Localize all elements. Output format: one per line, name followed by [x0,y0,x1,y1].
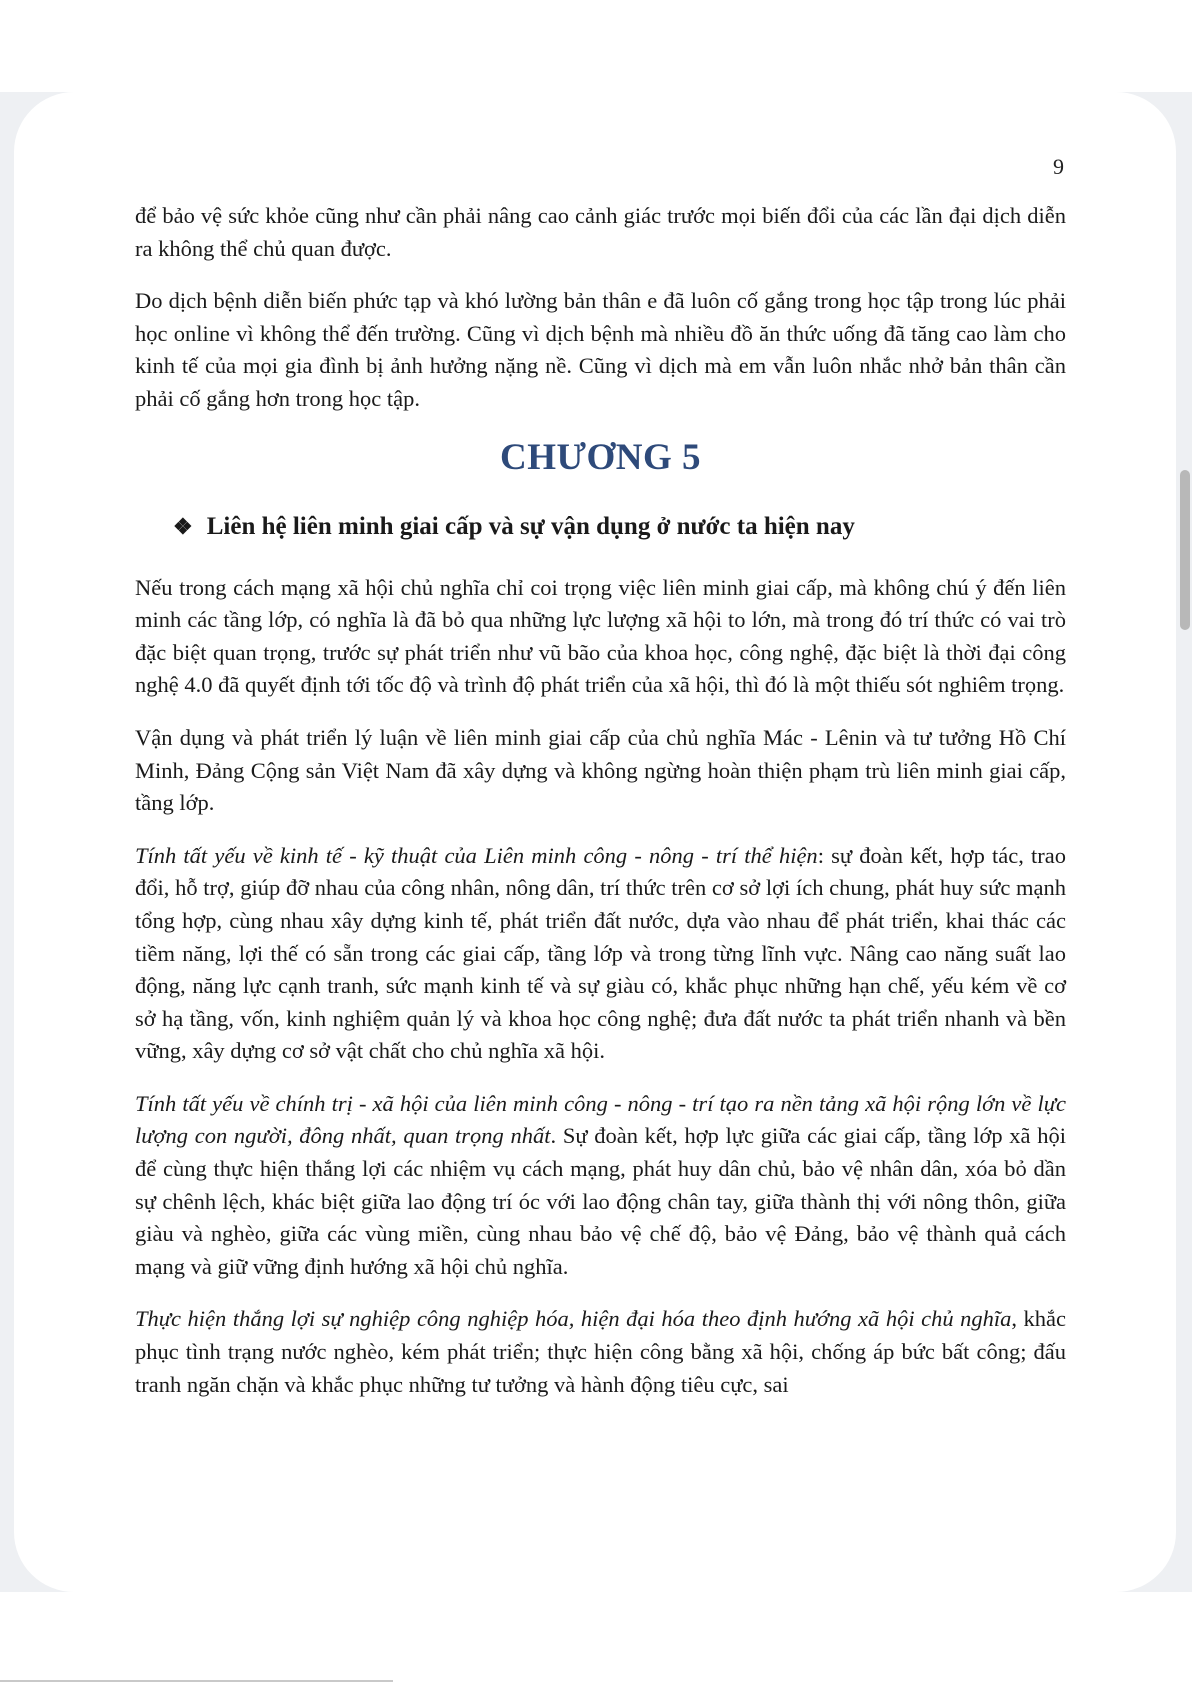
page-number: 9 [1053,154,1064,179]
reading-progress-bar [0,1680,393,1682]
scrollbar-thumb[interactable] [1180,470,1190,630]
paragraph-economic-necessity [135,840,1066,1068]
paragraph-class-alliance: Nếu trong cách mạng xã hội chủ nghĩa chỉ coi trọng việc liên minh giai cấp, mà không chú ý đến liên minh các tầng lớp, có nghĩa là đã bỏ qua những lực lượng xã hội to lớn, mà trong đó trí thức có vai trò đặc biệt quan trọng, trước sự phát triển như vũ bão của khoa học, công nghệ, đặc biệt là thời đại công nghệ 4.0 đã quyết định tới tốc độ và trình độ phát triển của xã hội, thì đó là một thiếu sót nghiêm trọng. [135,574,1066,698]
page-content [135,200,1066,1421]
political-necessity-text: . Sự đoàn kết, hợp lực giữa các giai cấp, tầng lớp xã hội để cùng thực hiện thắng lợi các nhiệm vụ cách mạng, phát huy dân chủ, bảo vệ nhân dân, xóa bỏ dần sự chênh lệch, khác biệt giữa lao động trí óc với lao động chân tay, giữa thành thị với nông thôn, giữa giàu và nghèo, giữa các vùng miền, cùng nhau bảo vệ chế độ, bảo vệ Đảng, bảo vệ thành quả cách mạng và giữ vững định hướng xã hội chủ nghĩa. [135,1123,1066,1279]
diamond-bullet-icon: ❖ [173,513,193,539]
section-heading [173,510,1066,544]
economic-necessity-text: : sự đoàn kết, hợp tác, trao đổi, hỗ trợ, giúp đỡ nhau của công nhân, nông dân, trí thức trên cơ sở lợi ích chung, phát huy sức mạnh tổng hợp, cùng nhau xây dựng kinh tế, phát triển đất nước, dựa vào nhau để phát triển, khai thác các tiềm năng, lợi thế có sẵn trong các giai cấp, tầng lớp và trong từng lĩnh vực. Nâng cao năng suất lao động, năng lực cạnh tranh, sức mạnh kinh tế và sự giàu có, khắc phục những hạn chế, yếu kém về cơ sở hạ tầng, vốn, kinh nghiệm quản lý và khoa học công nghệ; đưa đất nước ta phát triển nhanh và bền vững, xây dựng cơ sở vật chất cho chủ nghĩa xã hội. [135,842,1066,1064]
vertical-scrollbar[interactable] [1178,92,1192,1592]
bottom-bar [0,1592,1192,1685]
paragraph-covid-study: Do dịch bệnh diễn biến phức tạp và khó lường bản thân e đã luôn cố gắng trong học tập trong lúc phải học online vì không thể đến trường. Cũng vì dịch bệnh mà nhiều đồ ăn thức uống đã tăng cao làm cho kinh tế của mọi gia đình bị ảnh hưởng nặng nề. Cũng vì dịch mà em vẫn luôn nhắc nhở bản thân cần phải cố gắng hơn trong học tập. [135,288,1066,411]
chapter-title: CHƯƠNG 5 [500,436,701,478]
political-necessity-lead: Tính tất yếu về chính trị - xã hội của liên minh công - nông - trí tạo ra nền tảng xã hội rộng lớn về lực lượng con người, đông nhất, quan trọng nhất [135,1090,1066,1149]
industrialization-lead: Thực hiện thắng lợi sự nghiệp công nghiệp hóa, hiện đại hóa theo định hướng xã hội chủ nghĩa [135,1306,1012,1332]
paragraph-political-necessity [135,1088,1066,1284]
economic-necessity-lead: Tính tất yếu về kinh tế - kỹ thuật của Liên minh công - nông - trí thể hiện [135,842,818,868]
paragraph-industrialization [135,1303,1066,1401]
document-page [14,92,1176,1592]
paragraph-continuation: để bảo vệ sức khỏe cũng như cần phải nâng cao cảnh giác trước mọi biến đổi của các lần đại dịch diễn ra không thể chủ quan được. [135,203,1066,261]
section-heading-text: Liên hệ liên minh giai cấp và sự vận dụng ở nước ta hiện nay [206,512,855,540]
industrialization-text: , khắc phục tình trạng nước nghèo, kém phát triển; thực hiện công bằng xã hội, chống áp bức bất công; đấu tranh ngăn chặn và khắc phục những tư tưởng và hành động tiêu cực, sai [135,1306,1066,1397]
paragraph-marxism-application: Vận dụng và phát triển lý luận về liên minh giai cấp của chủ nghĩa Mác - Lênin và tư tưởng Hồ Chí Minh, Đảng Cộng sản Việt Nam đã xây dựng và không ngừng hoàn thiện phạm trù liên minh giai cấp, tầng lớp. [135,724,1066,816]
